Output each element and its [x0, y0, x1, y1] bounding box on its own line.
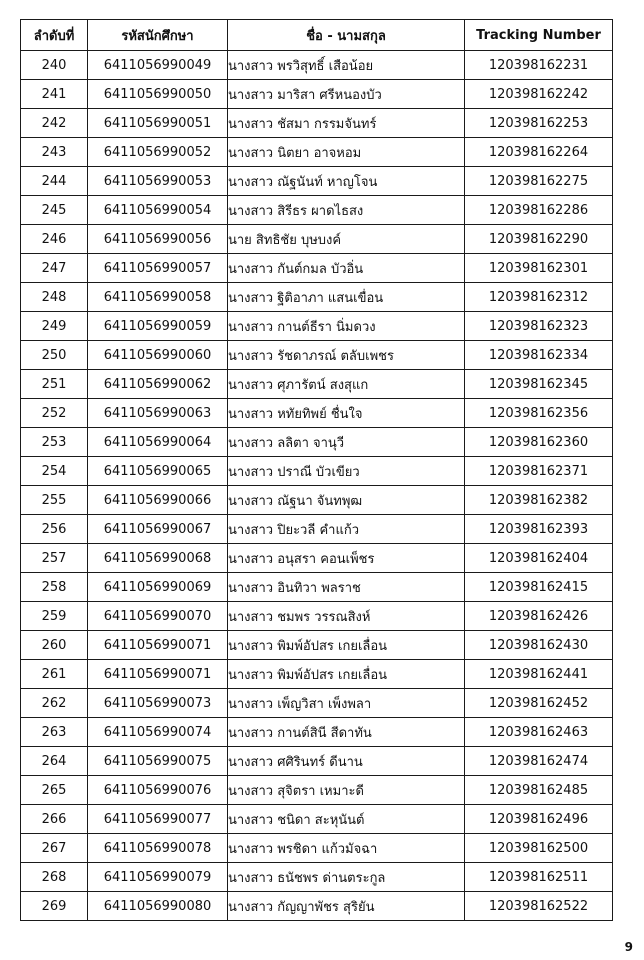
row-sequence: 243: [21, 138, 88, 167]
row-student-id: 6411056990052: [88, 138, 228, 167]
row-student-id: 6411056990065: [88, 457, 228, 486]
row-student-id: 6411056990076: [88, 776, 228, 805]
row-full-name: นางสาว ศศิรินทร์ ดีนาน: [228, 747, 465, 776]
row-student-id: 6411056990070: [88, 602, 228, 631]
table-row: [21, 370, 613, 399]
row-tracking-number: 120398162231: [465, 51, 613, 80]
row-student-id: 6411056990051: [88, 109, 228, 138]
row-full-name: นางสาว มาริสา ศรีหนองบัว: [228, 80, 465, 109]
row-student-id: 6411056990075: [88, 747, 228, 776]
row-tracking-number: 120398162264: [465, 138, 613, 167]
row-student-id: 6411056990057: [88, 254, 228, 283]
row-sequence: 269: [21, 892, 88, 921]
row-full-name: นางสาว สุจิตรา เหมาะดี: [228, 776, 465, 805]
row-full-name: นางสาว อนุสรา คอนเพ็ชร: [228, 544, 465, 573]
row-tracking-number: 120398162253: [465, 109, 613, 138]
row-tracking-number: 120398162301: [465, 254, 613, 283]
row-sequence: 249: [21, 312, 88, 341]
row-tracking-number: 120398162312: [465, 283, 613, 312]
row-sequence: 259: [21, 602, 88, 631]
table-row: [21, 167, 613, 196]
row-tracking-number: 120398162496: [465, 805, 613, 834]
row-full-name: นางสาว ณัฐนันท์ หาญโจน: [228, 167, 465, 196]
row-tracking-number: 120398162393: [465, 515, 613, 544]
row-full-name: นางสาว นิตยา อาจหอม: [228, 138, 465, 167]
row-full-name: นางสาว หทัยทิพย์ ชื่นใจ: [228, 399, 465, 428]
table-row: [21, 486, 613, 515]
table-row: [21, 109, 613, 138]
row-tracking-number: 120398162275: [465, 167, 613, 196]
row-student-id: 6411056990071: [88, 660, 228, 689]
row-tracking-number: 120398162286: [465, 196, 613, 225]
row-tracking-number: 120398162242: [465, 80, 613, 109]
row-sequence: 258: [21, 573, 88, 602]
row-tracking-number: 120398162356: [465, 399, 613, 428]
row-student-id: 6411056990080: [88, 892, 228, 921]
row-student-id: 6411056990073: [88, 689, 228, 718]
row-student-id: 6411056990077: [88, 805, 228, 834]
row-sequence: 264: [21, 747, 88, 776]
row-full-name: นางสาว ชนิดา สะหุนันต์: [228, 805, 465, 834]
page-number: 9: [624, 940, 633, 954]
row-full-name: นางสาว กัญญาพัชร สุริยัน: [228, 892, 465, 921]
row-sequence: 263: [21, 718, 88, 747]
row-tracking-number: 120398162463: [465, 718, 613, 747]
row-full-name: นางสาว สิรีธร ผาดไธสง: [228, 196, 465, 225]
row-student-id: 6411056990066: [88, 486, 228, 515]
table-row: [21, 689, 613, 718]
row-full-name: นางสาว พรชิดา แก้วมัจฉา: [228, 834, 465, 863]
student-tracking-table: [20, 19, 613, 921]
row-student-id: 6411056990060: [88, 341, 228, 370]
row-sequence: 268: [21, 863, 88, 892]
row-student-id: 6411056990078: [88, 834, 228, 863]
row-full-name: นางสาว พิมพ์อัปสร เกยเลื่อน: [228, 631, 465, 660]
table-row: [21, 776, 613, 805]
row-full-name: นางสาว อินทิวา พลราช: [228, 573, 465, 602]
row-full-name: นางสาว พิมพ์อัปสร เกยเลื่อน: [228, 660, 465, 689]
row-student-id: 6411056990063: [88, 399, 228, 428]
row-tracking-number: 120398162452: [465, 689, 613, 718]
row-student-id: 6411056990054: [88, 196, 228, 225]
table-row: [21, 283, 613, 312]
row-tracking-number: 120398162334: [465, 341, 613, 370]
table-row: [21, 544, 613, 573]
table-row: [21, 834, 613, 863]
row-tracking-number: 120398162345: [465, 370, 613, 399]
row-sequence: 257: [21, 544, 88, 573]
row-tracking-number: 120398162360: [465, 428, 613, 457]
row-tracking-number: 120398162500: [465, 834, 613, 863]
table-body: [21, 51, 613, 921]
row-sequence: 266: [21, 805, 88, 834]
table-row: [21, 631, 613, 660]
table-row: [21, 718, 613, 747]
row-sequence: 245: [21, 196, 88, 225]
table-row: [21, 660, 613, 689]
table-row: [21, 457, 613, 486]
table-row: [21, 341, 613, 370]
row-full-name: นางสาว ณัฐนา จันทพุฒ: [228, 486, 465, 515]
row-student-id: 6411056990068: [88, 544, 228, 573]
row-sequence: 261: [21, 660, 88, 689]
row-sequence: 250: [21, 341, 88, 370]
row-sequence: 267: [21, 834, 88, 863]
row-sequence: 252: [21, 399, 88, 428]
row-full-name: นางสาว ชัสมา กรรมจันทร์: [228, 109, 465, 138]
row-full-name: นางสาว ปิยะวลี คำแก้ว: [228, 515, 465, 544]
row-student-id: 6411056990050: [88, 80, 228, 109]
table-row: [21, 428, 613, 457]
row-sequence: 242: [21, 109, 88, 138]
row-full-name: นางสาว ธนัชพร ด่านตระกูล: [228, 863, 465, 892]
row-student-id: 6411056990062: [88, 370, 228, 399]
table-row: [21, 602, 613, 631]
row-tracking-number: 120398162485: [465, 776, 613, 805]
table-row: [21, 196, 613, 225]
row-sequence: 265: [21, 776, 88, 805]
row-sequence: 253: [21, 428, 88, 457]
row-student-id: 6411056990056: [88, 225, 228, 254]
row-student-id: 6411056990071: [88, 631, 228, 660]
row-tracking-number: 120398162511: [465, 863, 613, 892]
table-row: [21, 399, 613, 428]
row-full-name: นางสาว ลลิตา จานุวี: [228, 428, 465, 457]
row-sequence: 256: [21, 515, 88, 544]
row-student-id: 6411056990058: [88, 283, 228, 312]
table-row: [21, 312, 613, 341]
row-sequence: 255: [21, 486, 88, 515]
row-tracking-number: 120398162371: [465, 457, 613, 486]
header-student-id: รหัสนักศึกษา: [88, 20, 228, 51]
row-tracking-number: 120398162426: [465, 602, 613, 631]
row-student-id: 6411056990053: [88, 167, 228, 196]
row-student-id: 6411056990069: [88, 573, 228, 602]
row-full-name: นางสาว เพ็ญวิสา เพ็งพลา: [228, 689, 465, 718]
header-sequence: ลำดับที่: [21, 20, 88, 51]
row-full-name: นางสาว ชมพร วรรณสิงห์: [228, 602, 465, 631]
row-student-id: 6411056990074: [88, 718, 228, 747]
row-sequence: 244: [21, 167, 88, 196]
row-student-id: 6411056990049: [88, 51, 228, 80]
table-row: [21, 254, 613, 283]
row-full-name: นาย สิทธิชัย บุษบงค์: [228, 225, 465, 254]
row-student-id: 6411056990064: [88, 428, 228, 457]
row-full-name: นางสาว ฐิติอาภา แสนเขื่อน: [228, 283, 465, 312]
header-tracking-number: Tracking Number: [465, 20, 613, 51]
table-row: [21, 225, 613, 254]
row-sequence: 262: [21, 689, 88, 718]
row-student-id: 6411056990067: [88, 515, 228, 544]
row-full-name: นางสาว กันต์กมล บัวอิ่น: [228, 254, 465, 283]
row-sequence: 248: [21, 283, 88, 312]
row-sequence: 246: [21, 225, 88, 254]
row-sequence: 254: [21, 457, 88, 486]
table-row: [21, 515, 613, 544]
table-row: [21, 747, 613, 776]
row-tracking-number: 120398162404: [465, 544, 613, 573]
row-tracking-number: 120398162323: [465, 312, 613, 341]
row-tracking-number: 120398162415: [465, 573, 613, 602]
row-full-name: นางสาว รัชดาภรณ์ ตลับเพชร: [228, 341, 465, 370]
row-sequence: 247: [21, 254, 88, 283]
row-sequence: 241: [21, 80, 88, 109]
row-student-id: 6411056990059: [88, 312, 228, 341]
table-row: [21, 892, 613, 921]
row-tracking-number: 120398162441: [465, 660, 613, 689]
row-sequence: 251: [21, 370, 88, 399]
row-full-name: นางสาว ศุภารัตน์ สงสุแก: [228, 370, 465, 399]
row-sequence: 240: [21, 51, 88, 80]
row-tracking-number: 120398162290: [465, 225, 613, 254]
table-row: [21, 573, 613, 602]
row-tracking-number: 120398162474: [465, 747, 613, 776]
row-tracking-number: 120398162522: [465, 892, 613, 921]
row-full-name: นางสาว กานต์ธีรา นิ่มดวง: [228, 312, 465, 341]
row-full-name: นางสาว ปราณี บัวเขียว: [228, 457, 465, 486]
table-header-row: [21, 20, 613, 51]
row-tracking-number: 120398162382: [465, 486, 613, 515]
table-row: [21, 80, 613, 109]
row-full-name: นางสาว พรวิสุทธิ์ เสือน้อย: [228, 51, 465, 80]
header-full-name: ชื่อ - นามสกุล: [228, 20, 465, 51]
row-tracking-number: 120398162430: [465, 631, 613, 660]
table-row: [21, 863, 613, 892]
table-row: [21, 805, 613, 834]
row-full-name: นางสาว กานต์สินี สีดาทัน: [228, 718, 465, 747]
row-student-id: 6411056990079: [88, 863, 228, 892]
row-sequence: 260: [21, 631, 88, 660]
table-row: [21, 51, 613, 80]
table-row: [21, 138, 613, 167]
